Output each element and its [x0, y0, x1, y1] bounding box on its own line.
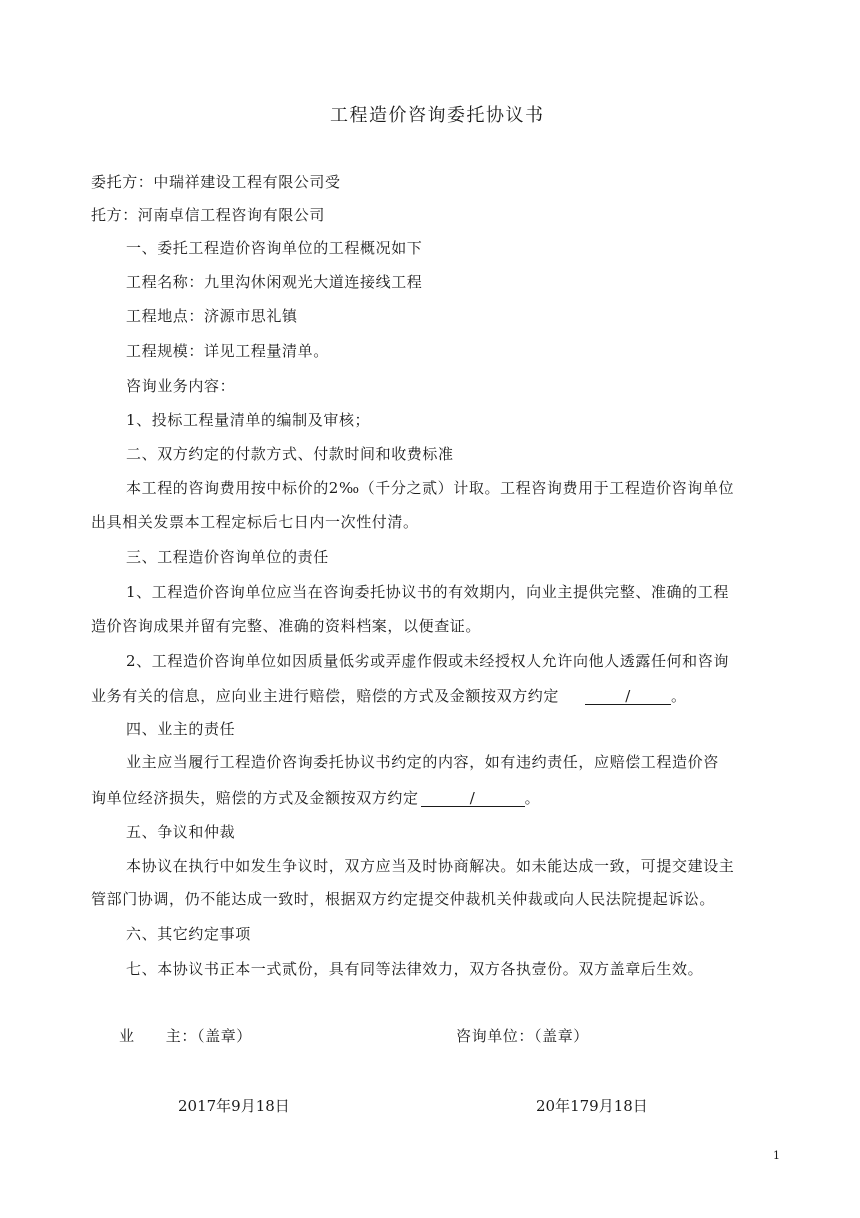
section-4-heading: 四、业主的责任 [126, 720, 236, 738]
dispute-paragraph-line-2: 管部门协调，仍不能达成一致时，根据双方约定提交仲裁机关仲裁或向人民法院提起诉讼。 [91, 890, 716, 908]
responsibility-1-line-2: 造价咨询成果并留有完整、准确的资料档案，以便查证。 [91, 617, 482, 635]
section-3-heading: 三、工程造价咨询单位的责任 [126, 548, 329, 566]
owner-text: 询单位经济损失，赔偿的方式及金额按双方约定 [91, 789, 419, 807]
document-title: 工程造价咨询委托协议书 [330, 105, 545, 126]
responsibility-2-end: 。 [671, 687, 687, 705]
owner-seal-label: 业 主：（盖章） [119, 1027, 252, 1045]
consultant-date: 20年179月18日 [536, 1097, 648, 1115]
responsibility-1-line-1: 1、工程造价咨询单位应当在咨询委托协议书的有效期内，向业主提供完整、准确的工程 [126, 583, 729, 601]
section-2-heading: 二、双方约定的付款方式、付款时间和收费标准 [126, 445, 454, 463]
responsibility-2-text: 业务有关的信息，应向业主进行赔偿，赔偿的方式及金额按双方约定 [91, 687, 560, 705]
responsibility-2-line-2 [91, 686, 687, 706]
section-5-heading: 五、争议和仲裁 [126, 823, 236, 841]
payment-paragraph-line-1: 本工程的咨询费用按中标价的2‰（千分之贰）计取。工程咨询费用于工程造价咨询单位 [126, 479, 735, 497]
responsibility-2-line-1: 2、工程造价咨询单位如因质量低劣或弄虚作假或未经授权人允许向他人透露任何和咨询 [126, 652, 729, 670]
responsibility-2-blank: / [585, 688, 671, 705]
page-number: 1 [773, 1149, 781, 1162]
consult-content-label: 咨询业务内容： [126, 377, 236, 395]
project-location: 工程地点：济源市思礼镇 [126, 307, 298, 325]
project-name: 工程名称：九里沟休闲观光大道连接线工程 [126, 273, 423, 291]
dispute-paragraph-line-1: 本协议在执行中如发生争议时，双方应当及时协商解决。如未能达成一致，可提交建设主 [126, 857, 735, 875]
owner-blank: / [421, 790, 525, 807]
owner-paragraph-line-1: 业主应当履行工程造价咨询委托协议书约定的内容，如有违约责任，应赔偿工程造价咨 [126, 753, 719, 771]
section-7-heading: 七、本协议书正本一式贰份，具有同等法律效力，双方各执壹份。双方盖章后生效。 [126, 960, 704, 978]
consultant-seal-label: 咨询单位：（盖章） [456, 1027, 589, 1045]
project-scale: 工程规模：详见工程量清单。 [126, 342, 329, 360]
owner-paragraph-line-2 [91, 788, 540, 808]
consult-item-1: 1、投标工程量清单的编制及审核； [126, 411, 371, 429]
owner-end: 。 [524, 789, 541, 807]
client-line: 委托方：中瑞祥建设工程有限公司受 [91, 173, 341, 191]
payment-paragraph-line-2: 出具相关发票本工程定标后七日内一次性付清。 [91, 513, 419, 531]
section-1-heading: 一、委托工程造价咨询单位的工程概况如下 [126, 239, 423, 257]
section-6-heading: 六、其它约定事项 [126, 925, 251, 943]
owner-date: 2017年9月18日 [178, 1097, 290, 1115]
trustee-line: 托方：河南卓信工程咨询有限公司 [91, 206, 326, 224]
